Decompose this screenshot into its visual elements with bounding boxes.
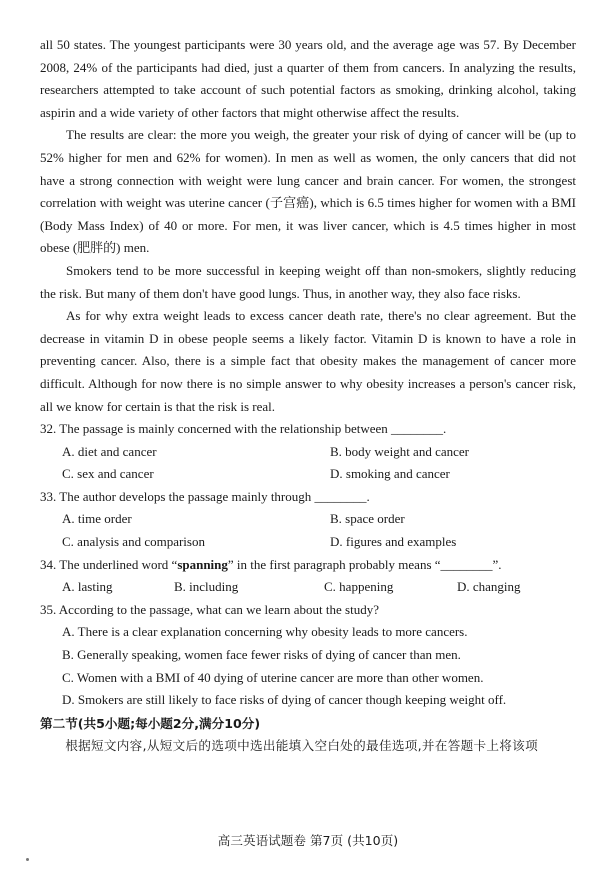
question-32-options — [62, 441, 576, 486]
question-35 — [40, 599, 576, 712]
question-34-option-a: A. lasting — [62, 579, 113, 595]
question-33-stem: 33. The author develops the passage mainly through ________. — [40, 488, 370, 504]
question-32-option-d: D. smoking and cancer — [330, 466, 450, 482]
passage-paragraph-4: As for why extra weight leads to excess cancer death rate, there's no clear agreement. But the decrease in vitamin D in obese people seems a likely factor. Vitamin D is known to have a role in preventing cancer. Also, there is a simple fact that obesity makes the management of cancer more difficult. Although for now there is no simple answer to why obesity increases a person's cancer risk, all we know for certain is that the risk is real. — [40, 308, 576, 414]
section-2-instruction: 根据短文内容,从短文后的选项中选出能填入空白处的最佳选项,并在答题卡上将该项 — [65, 738, 538, 754]
question-33-options — [62, 508, 576, 553]
question-32 — [40, 418, 576, 486]
question-32-option-a: A. diet and cancer — [62, 443, 157, 459]
question-34-stem — [40, 554, 576, 577]
question-33-option-a: A. time order — [62, 511, 132, 527]
question-34 — [40, 554, 576, 599]
question-33-option-d: D. figures and examples — [330, 534, 457, 550]
passage-paragraph-3: Smokers tend to be more successful in keeping weight off than non-smokers, slightly reducing the risk. But many of them don't have good lungs. Thus, in another way, they also face risks. — [40, 262, 576, 301]
question-34-option-c: C. happening — [324, 579, 394, 595]
question-35-option-a: A. There is a clear explanation concerning why obesity leads to more cancers. — [62, 624, 468, 640]
question-32-option-b: B. body weight and cancer — [330, 443, 469, 459]
question-32-stem: 32. The passage is mainly concerned with the relationship between ________. — [40, 421, 447, 437]
question-33-option-c: C. analysis and comparison — [62, 534, 205, 550]
question-34-keyword: spanning — [177, 556, 228, 572]
question-35-option-b: B. Generally speaking, women face fewer risks of dying of cancer than men. — [62, 647, 461, 663]
question-33-option-b: B. space order — [330, 511, 405, 527]
question-34-option-b: B. including — [174, 579, 239, 595]
passage-paragraph-2: The results are clear: the more you weigh, the greater your risk of dying of cancer will be (up to 52% higher for men and 62% for women). In men as well as women, the only cancers that did not have a strong connection with weight were lung cancer and brain cancer. For women, the strongest correlation with weight was uterine cancer (子宫癌), which is 6.5 times higher for women with a BMI (Body Mass Index) of 40 or more. For men, it was liver cancer, which is 4.5 times higher in most obese (肥胖的) men. — [40, 127, 576, 256]
question-33 — [40, 486, 576, 554]
page-footer: 高三英语试题卷 第7页 (共10页) — [217, 833, 399, 848]
question-35-option-d: D. Smokers are still likely to face risks of dying of cancer though keeping weight off. — [62, 692, 507, 708]
section-2-title: 第二节(共5小题;每小题2分,满分10分) — [40, 715, 261, 731]
question-34-stem-before: 34. The underlined word “ — [40, 556, 178, 572]
question-34-option-d: D. changing — [457, 579, 521, 595]
question-34-stem-after: ” in the first paragraph probably means “________”. — [227, 556, 502, 572]
question-35-stem: 35. According to the passage, what can we learn about the study? — [40, 601, 379, 617]
passage-paragraph-1: all 50 states. The youngest participants were 30 years old, and the average age was 57. By December 2008, 24% of the participants had died, just a quarter of them from cancers. In analyzing the results, researchers attempted to take account of such potential factors as smoking, drinking alcohol, taking aspirin and a wide variety of other factors that might otherwise affect the results. — [40, 37, 576, 120]
question-34-options — [62, 576, 576, 599]
scan-speck — [26, 858, 29, 861]
question-35-option-c: C. Women with a BMI of 40 dying of uterine cancer are more than other women. — [62, 669, 484, 685]
question-32-option-c: C. sex and cancer — [62, 466, 154, 482]
